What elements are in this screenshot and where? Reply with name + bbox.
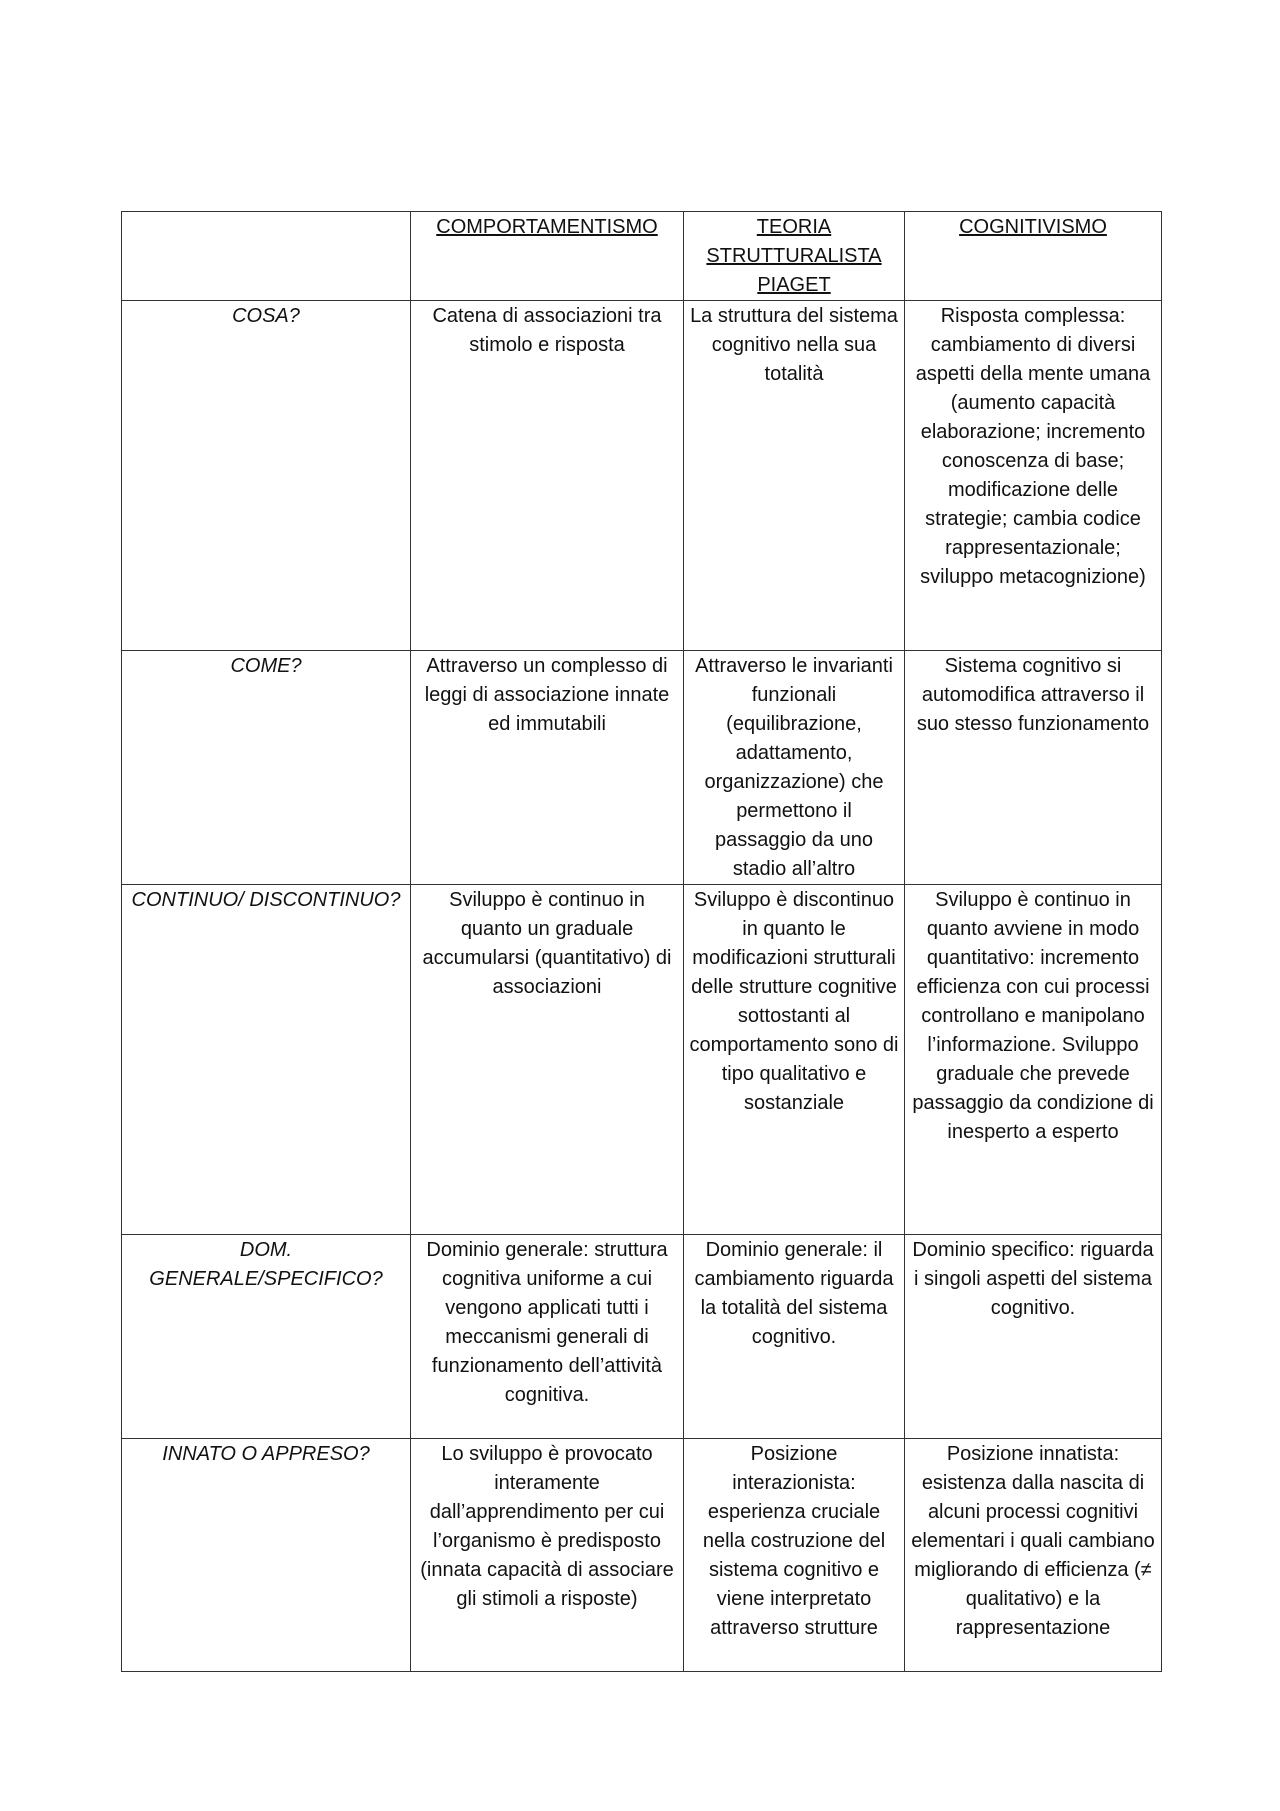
row-label: INNATO O APPRESO? bbox=[122, 1439, 411, 1672]
table-cell: Catena di associazioni tra stimolo e risposta bbox=[411, 301, 684, 651]
table-cell: Dominio generale: struttura cognitiva uniforme a cui vengono applicati tutti i meccanismi generali di funzionamento dell’attività cognitiva. bbox=[411, 1235, 684, 1439]
table-cell: Lo sviluppo è provocato interamente dall’apprendimento per cui l’organismo è predisposto (innata capacità di associare gli stimoli a risposte) bbox=[411, 1439, 684, 1672]
table-cell: Sviluppo è continuo in quanto avviene in modo quantitativo: incremento efficienza con cui processi controllano e manipolano l’informazione. Sviluppo graduale che prevede passaggio da condizione di inesperto a esperto bbox=[905, 885, 1162, 1235]
table-cell: Sistema cognitivo si automodifica attraverso il suo stesso funzionamento bbox=[905, 651, 1162, 885]
table-cell: Risposta complessa: cambiamento di diversi aspetti della mente umana (aumento capacità elaborazione; incremento conoscenza di base; modificazione delle strategie; cambia codice rappresentazionale; sviluppo metacognizione) bbox=[905, 301, 1162, 651]
table-cell: Posizione innatista: esistenza dalla nascita di alcuni processi cognitivi elementari i quali cambiano migliorando di efficienza (≠ qualitativo) e la rappresentazione bbox=[905, 1439, 1162, 1672]
row-label: COSA? bbox=[122, 301, 411, 651]
table-row bbox=[122, 885, 1162, 1235]
table-row bbox=[122, 301, 1162, 651]
row-label: COME? bbox=[122, 651, 411, 885]
table-cell: Sviluppo è discontinuo in quanto le modificazioni strutturali delle strutture cognitive sottostanti al comportamento sono di tipo qualitativo e sostanziale bbox=[684, 885, 905, 1235]
row-label: CONTINUO/ DISCONTINUO? bbox=[122, 885, 411, 1235]
table-row bbox=[122, 651, 1162, 885]
table-cell: Posizione interazionista: esperienza cruciale nella costruzione del sistema cognitivo e viene interpretato attraverso strutture bbox=[684, 1439, 905, 1672]
comparison-table bbox=[121, 211, 1162, 1672]
table-cell: Attraverso le invarianti funzionali (equilibrazione, adattamento, organizzazione) che permettono il passaggio da uno stadio all’altro bbox=[684, 651, 905, 885]
header-teoria-strutturalista: TEORIA STRUTTURALISTA PIAGET bbox=[684, 212, 905, 301]
table-cell: Dominio generale: il cambiamento riguarda la totalità del sistema cognitivo. bbox=[684, 1235, 905, 1439]
header-cognitivismo: COGNITIVISMO bbox=[905, 212, 1162, 301]
header-cell-empty bbox=[122, 212, 411, 301]
table-cell: Sviluppo è continuo in quanto un graduale accumularsi (quantitativo) di associazioni bbox=[411, 885, 684, 1235]
header-comportamentismo: COMPORTAMENTISMO bbox=[411, 212, 684, 301]
table-cell: Dominio specifico: riguarda i singoli aspetti del sistema cognitivo. bbox=[905, 1235, 1162, 1439]
header-row bbox=[122, 212, 1162, 301]
table-row bbox=[122, 1439, 1162, 1672]
table-row bbox=[122, 1235, 1162, 1439]
row-label: DOM. GENERALE/SPECIFICO? bbox=[122, 1235, 411, 1439]
table-cell: La struttura del sistema cognitivo nella sua totalità bbox=[684, 301, 905, 651]
table-cell: Attraverso un complesso di leggi di associazione innate ed immutabili bbox=[411, 651, 684, 885]
